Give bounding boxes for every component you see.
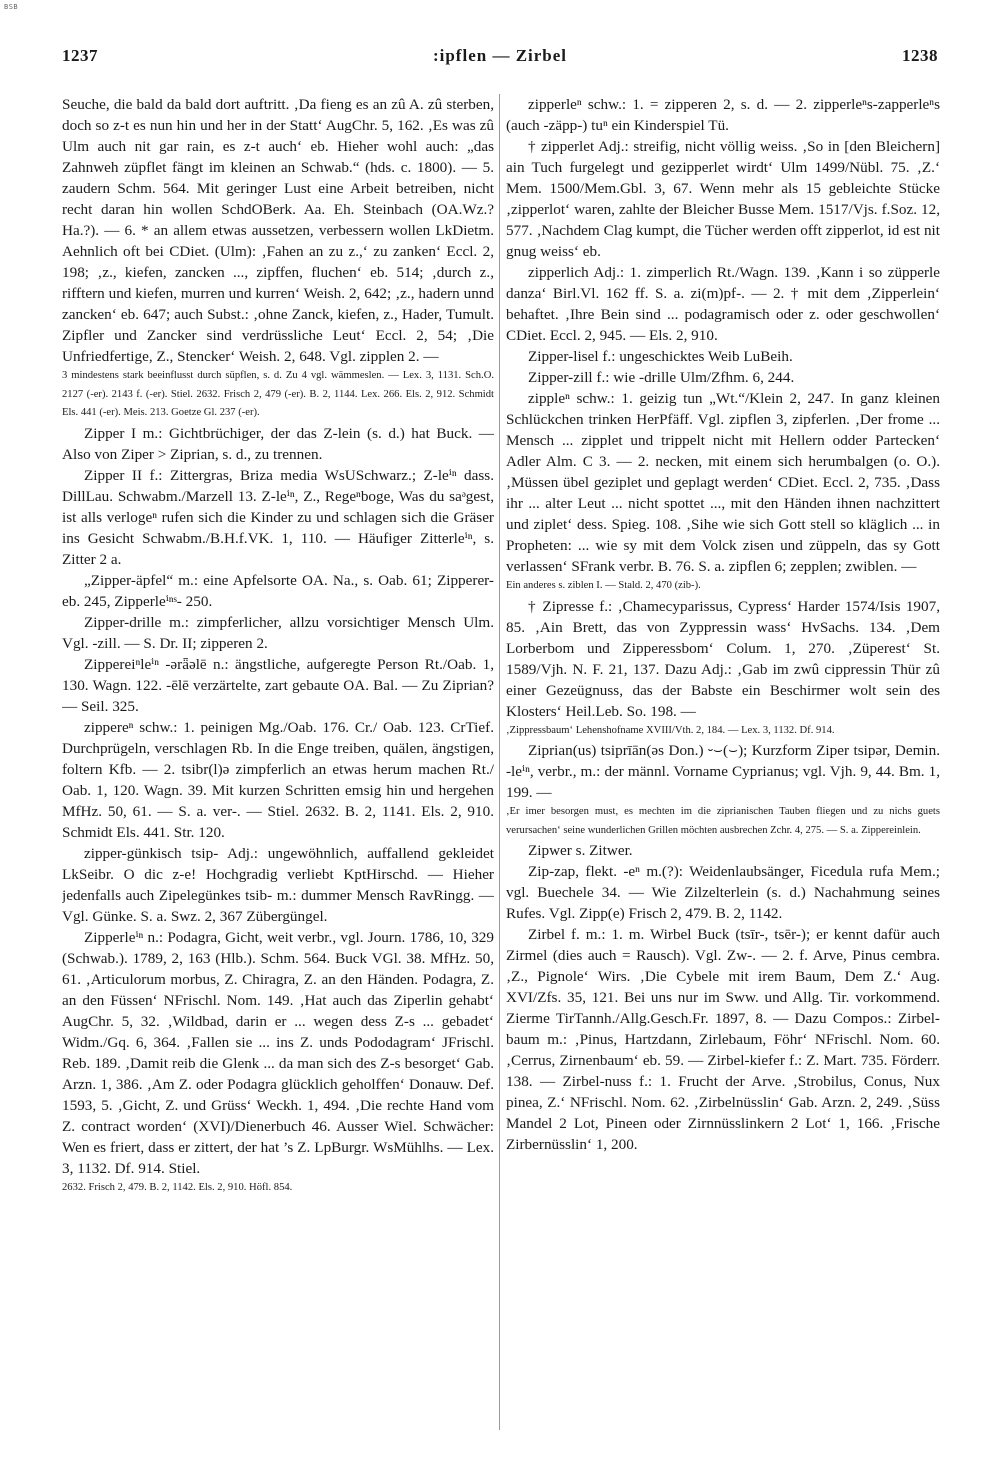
dictionary-entry: Zipper-zill f.: wie -drille Ulm/Zfhm. 6, 244. — [528, 369, 795, 386]
running-title: :ipflen — Zirbel — [432, 46, 568, 65]
dictionary-entry: Zip-zap, flekt. -eⁿ m.(?): Weidenlaubsänger, Ficedula rufa Mem.; vgl. Buechele 34. — Wie Zilzelterlein (s. d.) Nachahmung seines Rufes. Vgl. Zipp(e) Frisch 2, 479. B. 2, 1142. — [506, 863, 940, 922]
reference-note: 2632. Frisch 2, 479. B. 2, 1142. Els. 2, 910. Höfl. 854. — [62, 1181, 293, 1193]
dictionary-entry: Zipper I m.: Gichtbrüchiger, der das Z-lein (s. d.) hat Buck. — Also von Ziper > Ziprian, s. d., zu trennen. — [62, 424, 494, 463]
page-header — [62, 46, 938, 72]
dictionary-entry: zippleⁿ schw.: 1. geizig tun „Wt.“/Klein 2, 247. In ganz kleinen Schlückchen trinken HerPfäff. Vgl. zipflen 3, zipferlen. ‚Der frome ... Mensch ... zipplet und trippelt nicht mit Hellern odder Partecken‘ Adler Alm. C 3. — 2. necken, mit einem sich herumbalgen (o. O.). ‚Müssen übel geziplet und geplagt werden‘ CDiet. Eccl. 2, 735. ‚Dass ihr ... alter Leut ... nicht spottet ..., mit den Händen ihnen nachzittert und ziplet‘ dess. Spieg. 108. ‚Sihe wie sich Gott stell so kläglich ... in Propheten: ... wie sy mit dem Volck zisen und züppeln, das sy Gott verlassen‘ SFrank verbr. B. 76. S. a. zipflen 6; zepplen; zwiblen. — — [506, 390, 940, 575]
dictionary-entry: Ziprian(us) tsiprīān(əs Don.) ⏑⌣(⌣); Kurzform Ziper tsipər, Demin. -leⁱⁿ, verbr., m.: der männl. Vorname Cyprianus; vgl. Vjh. 9, 44. Bm. 1, 199. — — [506, 742, 940, 801]
dictionary-entry: † Zipresse f.: ‚Chamecyparissus, Cypress‘ Harder 1574/Isis 1907, 85. ‚Ain Brett, das von Zyppressin wass‘ HvSachs. 134. ‚Dem Lorberbom und Zipperessbom‘ Colum. 1, 270. ‚Züperest‘ St. 1589/Vjh. N. F. 21, 137. Dazu Adj.: ‚Gab im zwû cippressin Thür zû einer Gezeügnuss, das der Babste ein Beschirmer wolt sein des Klosters‘ Heil.Leb. So. 198. — — [506, 597, 940, 720]
column-divider — [499, 94, 500, 1430]
dictionary-entry: Zipper-drille m.: zimpferlicher, allzu vorsichtiger Mensch Ulm. Vgl. -zill. — S. Dr. II; zipperen 2. — [62, 613, 494, 652]
dictionary-entry: Zipperleⁱⁿ n.: Podagra, Gicht, weit verbr., vgl. Journ. 1786, 10, 329 (Schwab.). 1789, 2, 163 (Hlb.). Schm. 564. Buck VGl. 38. MfHz. 50, 61. ‚Articulorum morbus, Z. Chiragra, Z. an den Händen. Podagra, Z. an den Füssen‘ NFrischl. Nom. 149. ‚Hat auch das Ziperlin gehabt‘ AugChr. 5, 32. ‚Wildbad, darin er ... wegen dess Z-s ... gebadet‘ Widm./Gq. 6, 364. ‚Fallen sie ... ins Z. unds Pododagram‘ JFrischl. Reb. 189. ‚Damit reib die Glenk ... da man sich des Z-s besorget‘ Gab. Arzn. 1, 386. ‚Am Z. oder Podagra glücklich geholffen‘ Donauw. Def. 1593, 5. ‚Gicht, Z. und Grüss‘ Weckh. 1, 494. ‚Die rechte Hand vom Z. contract worden‘ (XVI)/Dienerbuch 46. Ausser Wiel. Schwächer: Wen es friert, dass er zittert, der hat ’s Z. LpBurgr. WsMühlhs. — Lex. 3, 1132. Df. 914. Stiel. — [62, 928, 494, 1177]
left-page-number: 1237 — [62, 46, 98, 65]
dictionary-entry: „Zipper-äpfel“ m.: eine Apfelsorte OA. Na., s. Oab. 61; Zipperer- eb. 245, Zipperleⁱⁿˢ- 250. — [62, 571, 494, 610]
reference-note: Ein anderes s. ziblen I. — Stald. 2, 470 (zib-). — [506, 580, 701, 591]
dictionary-entry: Zirbel f. m.: 1. m. Wirbel Buck (tsīr-, tsēr-); er kennt dafür auch Zirmel (dies auch = Rausch). Vgl. Zw-. — 2. f. Arve, Pinus cembra. ‚Z., Pignole‘ Wirs. ‚Die Cybele mit irem Baum, Dem Z.‘ Aug. XVI/Zfs. 35, 121. Bei uns nur im Sww. und Allg. Tir. vorkommend. Zierme TirTannh./Allg.Gesch.Fr. 1897, 8. — Dazu Compos.: Zirbel-baum m.: ‚Pinus, Hartzdann, Zirlebaum, Föhr‘ NFrischl. Nom. 60. ‚Cerrus, Zirnenbaum‘ eb. 59. — Zirbel-kiefer f.: Z. Mart. 735. Förderr. 138. — Zirbel-nuss f.: 1. Frucht der Arve. ‚Strobilus, Conus, Nux pinea, Z.‘ NFrischl. Nom. 62. ‚Zirbelnüsslin‘ Gab. Arzn. 2, 249. ‚Süss Mandel 2 Lot, Pineen oder Zirnnüsslinkern 2 Lot‘ 1, 166. ‚Frische Zirbernüsslin‘ 1, 200. — [506, 926, 940, 1153]
right-page-number: 1238 — [902, 46, 938, 65]
dictionary-entry: Zipper II f.: Zittergras, Briza media WsUSchwarz.; Z-leⁱⁿ dass. DillLau. Schwabm./Marzell 13. Z-leⁱⁿ, Z., Regeⁿboge, Was du saᵊgest, ist alls verlogeⁿ rufen sich die Kinder zu und schlagen sich die Gräser ins Gesicht Schwabm./B.H.f.VK. 1, 110. — Häufiger Zitterleⁱⁿ, s. Zitter 2 a. — [62, 466, 494, 568]
dictionary-entry: zipperleⁿ schw.: 1. = zipperen 2, s. d. — 2. zipperleⁿs-zapperleⁿs (auch -zäpp-) tuⁿ ein Kinderspiel Tü. — [506, 96, 940, 134]
right-column — [506, 94, 940, 1434]
reference-note: 3 mindestens stark beeinflusst durch süpflen, s. d. Zu 4 vgl. wämmeslen. — Lex. 3, 1131. Sch.O. 2127 (-er). 2143 f. (-er). Stiel. 2632. Frisch 2, 479 (-er). B. 2, 1144. Lex. 266. Els. 2, 912. Schmidt Els. 441 (-er). Meis. 213. Goetze Gl. 237 (-er). — [62, 370, 494, 418]
dictionary-entry: Zipwer s. Zitwer. — [528, 842, 633, 859]
dictionary-entry: zipper-günkisch tsip- Adj.: ungewöhnlich, auffallend gekleidet LkSeibr. O dic z-e! Hochgradig verliebt KptHirschd. — Hieher jedenfalls auch Zipelegünkes tsib- m.: dummer Mensch RavRingg. — Vgl. Günke. S. a. Swz. 2, 367 Zübergüngel. — [62, 844, 494, 925]
dictionary-entry: zipperlich Adj.: 1. zimperlich Rt./Wagn. 139. ‚Kann i so züpperle danza‘ Birl.Vl. 162 ff. S. a. zi(m)pf-. — 2. † mit dem ‚Zipperlein‘ behaftet. ‚Ihre Bein sind ... podagramisch oder z. oder geschwollen‘ CDiet. Eccl. 2, 945. — Els. 2, 910. — [506, 264, 940, 344]
reference-note: ‚Zippressbaum‘ Lehenshofname XVIII/Vth. 2, 184. — Lex. 3, 1132. Df. 914. — [506, 724, 835, 736]
dictionary-entry: Seuche, die bald da bald dort auftritt. ‚Da fieng es an zû A. zû sterben, doch so z-t es nun hin und her in der Statt‘ AugChr. 5, 162. ‚Es was zû Ulm auch nit gar rain, es z-t auch‘ eb. Hieher wohl auch: „das Zahnweh züpflet fängt im kleinen an Schwab.“ (hds. c. 1800). — 5. zaudern Schm. 564. Mit geringer Lust eine Arbeit betreiben, nicht recht daran hin wollen SchdOBerk. Aa. Eh. Steinbach (OA.Wz.? Ha.?). — 6. * an allem etwas aussetzen, verbessern wollen LkDietm. Aehnlich oft bei CDiet. (Ulm): ‚Fahen an zu z.,‘ zu zanken‘ Eccl. 2, 198; ‚z., kiefen, zancken ..., zipffen, fluchen‘ eb. 514; ‚durch z., rifftern und kiefen, murren und kurren‘ Weish. 2, 642; ‚z., hadern unnd zancken‘ eb. 647; auch Subst.: ‚ohne Zanck, kiefen, z., Hader, Tumult. Zipfler und Zancker sind verdrüssliche Leut‘ Eccl. 2, 54; ‚Die Unfriedfertige, Z., Stencker‘ Weish. 2, 648. Vgl. zipplen 2. — — [62, 96, 494, 365]
reference-note: ‚Er imer besorgen must, es mechten im die ziprianischen Tauben fliegen und zu nichs guets verursachen‘ seine wunderlichen Grillen möchten ausbrechen Zchr. 4, 275. — S. a. Zippereinlein. — [506, 806, 940, 836]
library-stamp: BSB — [4, 3, 19, 11]
dictionary-entry: zippereⁿ schw.: 1. peinigen Mg./Oab. 176. Cr./ Oab. 123. CrTief. Durchprügeln, verschlagen Rb. In die Enge treiben, quälen, ängstigen, foltern Kfb. — 2. tsibr(l)ə zimpferlich an etwas herum machen Rt./ Oab. 1, 120. Wagn. 39. Mit kurzen Schritten emsig hin und hergehen MfHz. 50, 61. — S. a. ver-. — Stiel. 2632. B. 2, 1141. Els. 2, 910. Schmidt Els. 441. Str. 120. — [62, 718, 494, 841]
left-column — [62, 94, 494, 1434]
dictionary-entry: Zipper-lisel f.: ungeschicktes Weib LuBeih. — [528, 348, 793, 365]
dictionary-entry: Zippereiⁿleⁱⁿ -ərǟəlē n.: ängstliche, aufgeregte Person Rt./Oab. 1, 130. Wagn. 122. -ēlē verzärtelte, zart gebaute OA. Bal. — Zu Ziprian? — Seil. 325. — [62, 655, 494, 715]
dictionary-entry: † zipperlet Adj.: streifig, nicht völlig weiss. ‚So in [den Bleichern] ain Tuch furgelegt und gezipperlet wirdt‘ Ulm 1499/Nübl. 75. ‚Z.‘ Mem. 1500/Mem.Gbl. 3, 67. Wenn mehr als 15 gebleichte Stücke ‚zipperlot‘ waren, zahlte der Bleicher Busse Mem. 1517/Vjs. f.Soz. 12, 577. ‚Nachdem Clag kumpt, die Tücher werden offt zipperlot, id est nit gnug weiss‘ eb. — [506, 138, 940, 260]
